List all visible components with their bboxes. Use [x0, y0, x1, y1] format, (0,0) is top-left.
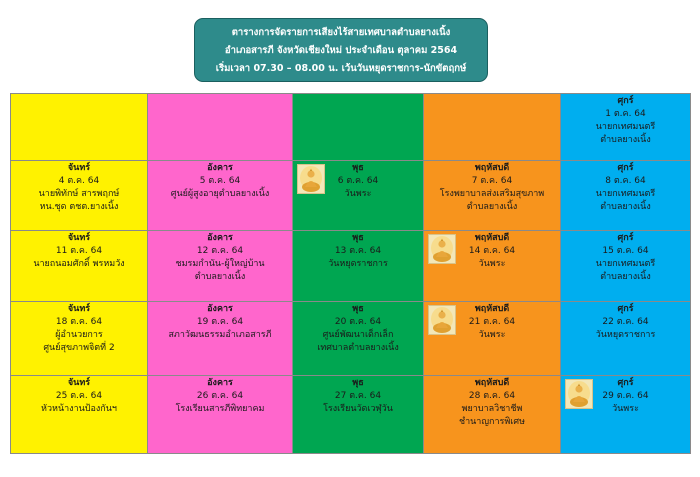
- speaker-line: นายพิทักษ์ สารพฤกษ์: [38, 189, 120, 199]
- date-label: 7 ต.ค. 64: [471, 176, 513, 186]
- day-cell: [148, 161, 293, 231]
- date-label: 14 ต.ค. 64: [468, 246, 516, 256]
- speaker-line: หน.ชุด ตชต.ยางเนิ้ง: [39, 202, 119, 212]
- speaker-line: ตำบลยางเนิ้ง: [600, 135, 651, 145]
- week-row: [11, 376, 691, 454]
- day-cell: [11, 376, 148, 454]
- day-cell: [293, 302, 424, 376]
- speaker-line: โรงพยาบาลส่งเสริมสุขภาพ: [439, 189, 545, 199]
- day-cell: [293, 376, 424, 454]
- day-name: ศุกร์: [617, 233, 634, 243]
- speaker-line: วันพระ: [344, 189, 372, 199]
- day-name: จันทร์: [67, 378, 91, 388]
- day-cell: [424, 161, 561, 231]
- day-cell: [11, 94, 148, 161]
- day-cell: [293, 231, 424, 302]
- day-name: อังคาร: [207, 163, 233, 173]
- speaker-line: วันพระ: [612, 404, 639, 414]
- day-name: พฤหัสบดี: [474, 163, 510, 173]
- speaker-line: วันหยุดราชการ: [595, 330, 656, 340]
- speaker-line: ชำนาญการพิเศษ: [458, 417, 526, 427]
- buddha-icon: [428, 234, 456, 264]
- day-name: ศุกร์: [617, 96, 634, 106]
- day-name: พุธ: [352, 233, 364, 243]
- date-label: 8 ต.ค. 64: [605, 176, 646, 186]
- speaker-line: ตำบลยางเนิ้ง: [600, 272, 651, 282]
- speaker-line: โรงเรียนสารภีพิทยาคม: [175, 404, 265, 414]
- day-name: พฤหัสบดี: [474, 378, 510, 388]
- buddha-icon: [297, 164, 325, 194]
- speaker-line: ตำบลยางเนิ้ง: [194, 272, 246, 282]
- date-label: 1 ต.ค. 64: [605, 109, 646, 119]
- buddha-icon: [428, 305, 456, 335]
- speaker-line: วันพระ: [478, 259, 506, 269]
- speaker-line: นายกเทศมนตรี: [595, 122, 656, 132]
- day-name: พุธ: [352, 163, 364, 173]
- date-label: 26 ต.ค. 64: [196, 391, 244, 401]
- day-cell: [561, 94, 691, 161]
- day-name: จันทร์: [67, 233, 91, 243]
- date-label: 20 ต.ค. 64: [334, 317, 382, 327]
- speaker-line: นายกเทศมนตรี: [595, 189, 656, 199]
- week-row: [11, 94, 691, 161]
- speaker-line: ผู้อำนวยการ: [55, 330, 103, 340]
- speaker-line: ตำบลยางเนิ้ง: [466, 202, 518, 212]
- day-name: จันทร์: [67, 163, 91, 173]
- day-name: ศุกร์: [617, 304, 634, 314]
- speaker-line: นายกเทศมนตรี: [595, 259, 656, 269]
- date-label: 19 ต.ค. 64: [196, 317, 244, 327]
- day-name: ศุกร์: [617, 163, 634, 173]
- day-cell: [424, 94, 561, 161]
- date-label: 4 ต.ค. 64: [58, 176, 100, 186]
- day-cell: [148, 231, 293, 302]
- day-name: อังคาร: [207, 304, 233, 314]
- day-cell: [148, 302, 293, 376]
- speaker-line: พยาบาลวิชาชีพ: [461, 404, 523, 414]
- speaker-line: หัวหน้างานป้องกันฯ: [41, 404, 117, 414]
- day-name: พฤหัสบดี: [474, 304, 510, 314]
- date-label: 6 ต.ค. 64: [337, 176, 379, 186]
- date-label: 11 ต.ค. 64: [55, 246, 103, 256]
- week-row: [11, 161, 691, 231]
- speaker-line: ศูนย์ผู้สูงอายุตำบลยางเนิ้ง: [170, 189, 270, 199]
- day-name: พุธ: [352, 304, 364, 314]
- date-label: 29 ต.ค. 64: [602, 391, 649, 401]
- speaker-line: ศูนย์พัฒนาเด็กเล็ก: [322, 330, 394, 340]
- day-cell: [424, 376, 561, 454]
- date-label: 13 ต.ค. 64: [334, 246, 382, 256]
- date-label: 5 ต.ค. 64: [199, 176, 241, 186]
- title-line-1: ตารางการจัดรายการเสียงไร้สายเทศบาลตำบลยางเนิ้ง: [231, 26, 451, 38]
- speaker-line: ตำบลยางเนิ้ง: [600, 202, 651, 212]
- date-label: 28 ต.ค. 64: [468, 391, 516, 401]
- speaker-line: วันหยุดราชการ: [328, 259, 388, 269]
- day-name: พุธ: [352, 378, 364, 388]
- day-cell: [293, 161, 424, 231]
- date-label: 25 ต.ค. 64: [55, 391, 103, 401]
- day-name: จันทร์: [67, 304, 91, 314]
- day-name: พฤหัสบดี: [474, 233, 510, 243]
- day-cell: [11, 302, 148, 376]
- date-label: 22 ต.ค. 64: [602, 317, 649, 327]
- title-line-3: เริ่มเวลา 07.30 – 08.00 น. เว้นวันหยุดราชการ-นักขัตฤกษ์: [215, 62, 467, 74]
- week-row: [11, 231, 691, 302]
- day-cell: [561, 302, 691, 376]
- schedule-table: [10, 93, 691, 454]
- speaker-line: โรงเรียนวัดเวฬุวัน: [323, 404, 393, 414]
- speaker-line: นายถนอมศักดิ์ พรหมวัง: [33, 259, 125, 269]
- date-label: 21 ต.ค. 64: [468, 317, 516, 327]
- day-cell: [561, 376, 691, 454]
- day-cell: [293, 94, 424, 161]
- date-label: 27 ต.ค. 64: [334, 391, 382, 401]
- title-box: [194, 18, 488, 82]
- day-cell: [148, 376, 293, 454]
- speaker-line: เทศบาลตำบลยางเนิ้ง: [317, 343, 399, 353]
- day-name: ศุกร์: [617, 378, 634, 388]
- day-cell: [11, 161, 148, 231]
- day-cell: [148, 94, 293, 161]
- speaker-line: ชมรมกำนัน-ผู้ใหญ่บ้าน: [175, 259, 265, 269]
- day-cell: [424, 231, 561, 302]
- date-label: 15 ต.ค. 64: [602, 246, 649, 256]
- day-name: อังคาร: [207, 233, 233, 243]
- day-cell: [561, 231, 691, 302]
- day-cell: [424, 302, 561, 376]
- day-name: อังคาร: [207, 378, 233, 388]
- speaker-line: วันพระ: [478, 330, 506, 340]
- day-cell: [561, 161, 691, 231]
- title-line-2: อำเภอสารภี จังหวัดเชียงใหม่ ประจำเดือน ตุลาคม 2564: [224, 44, 458, 56]
- day-cell: [11, 231, 148, 302]
- date-label: 18 ต.ค. 64: [55, 317, 103, 327]
- speaker-line: ศูนย์สุขภาพจิตที่ 2: [43, 343, 115, 353]
- buddha-icon: [565, 379, 593, 409]
- schedule-body: [11, 94, 691, 454]
- speaker-line: สภาวัฒนธรรมอำเภอสารภี: [168, 330, 272, 340]
- date-label: 12 ต.ค. 64: [196, 246, 244, 256]
- week-row: [11, 302, 691, 376]
